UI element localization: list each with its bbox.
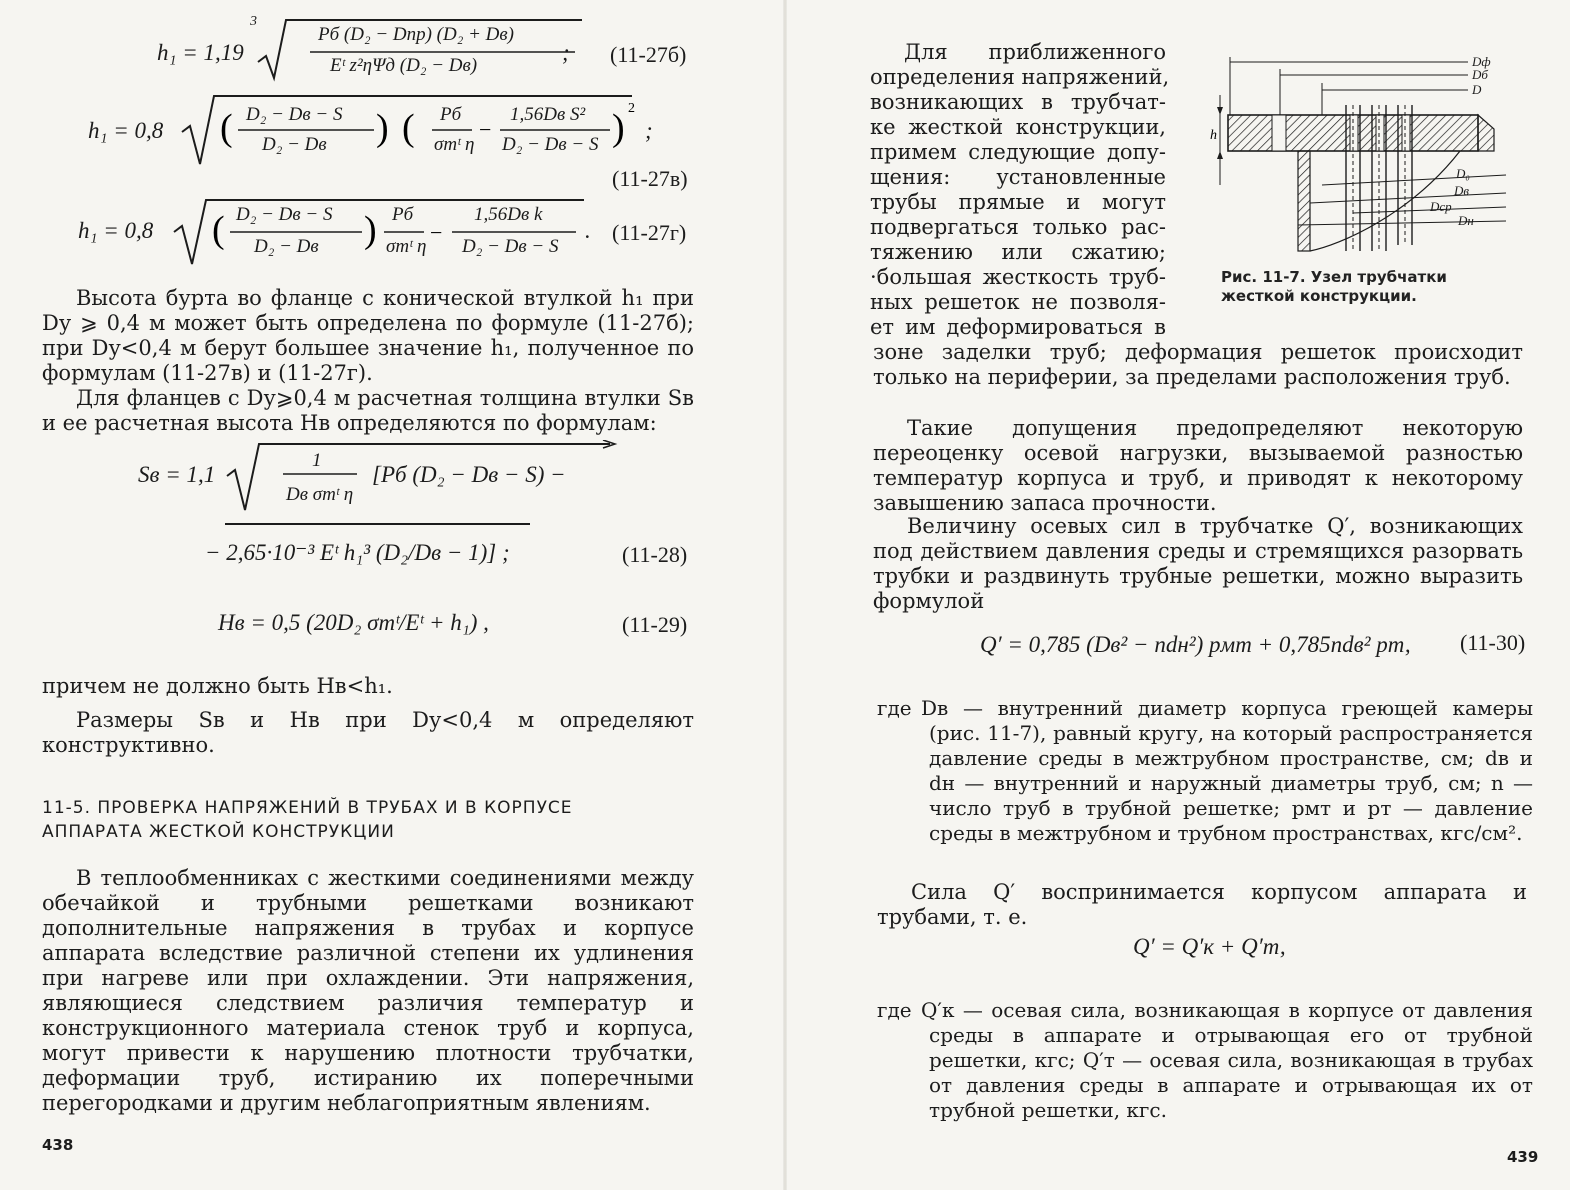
eq-27g-frac1-num: D₂ − Dв − S: [236, 204, 333, 225]
svg-text:−: −: [479, 117, 492, 142]
paragraph-assumptions-narrow: [870, 40, 1170, 340]
eq-27g-period: .: [585, 218, 591, 243]
eq-28-lhs: Sв = 1,1: [138, 462, 216, 487]
eq-27v-frac2-den: σтᵗ η: [434, 134, 475, 155]
paragraph-assumptions-rest: зоне заделки труб; деформация решеток происходит только на периферии, за пределами расположения труб.: [873, 340, 1523, 389]
line-7: подвергаться только рас-: [870, 215, 1166, 239]
line-8: тяжению или сжатию;: [870, 240, 1166, 264]
paragraph-flange-collar: Высота бурта во фланце с конической втулкой h₁ при Dу ⩾ 0,4 м может быть определена по формуле (11-27б); при Dу<0,4 м берут большее значение h₁, полученное по формулам (11-27в) и (11-27г).: [42, 286, 694, 385]
equation-force-sum: Q′ = Q′к + Q′т,: [1133, 934, 1286, 959]
eq-29-number: (11-29): [622, 612, 688, 637]
right-page: [785, 0, 1570, 1190]
page-number-right: 439: [1507, 1148, 1539, 1166]
svg-text:(: (: [402, 107, 415, 149]
line-2: возникающих в трубчат-: [870, 90, 1166, 114]
line-5: щения: установленные: [870, 165, 1166, 189]
svg-text:): ): [376, 107, 389, 149]
where-text-1: Dв — внутренний диаметр корпуса греющей камеры (рис. 11-7), равный кругу, на который распространяется давление среды в межтрубном пространстве, см; dв и dн — внутренний и наружный диаметры труб, см; n — число труб в трубной решетке; pмт и pт — давление среды в межтрубном и трубном пространствах, кгс/см².: [921, 696, 1533, 845]
eq-28-number: (11-28): [622, 542, 688, 567]
equation-11-30: Q′ = 0,785 (Dв² − ndн²) pмт + 0,785ndв² pт,: [980, 632, 1411, 657]
where-text-2: Q′к — осевая сила, возникающая в корпусе от давления среды в аппарате и отрывающая его от трубной решетки, кгс; Q′т — осевая сила, возникающая в трубах от давления среды в аппарате и отрывающая их от трубной решетки, кгс.: [921, 998, 1533, 1122]
eq-27b-lhs: h₁ = 1,19: [157, 40, 244, 65]
line-4: примем следующие допу-: [870, 140, 1166, 164]
definitions-force-sum: [877, 998, 1533, 1123]
fig-label-d0: D₀: [1456, 166, 1470, 181]
fig-label-dsr: Dср: [1430, 199, 1452, 214]
page-number-left: 438: [42, 1136, 74, 1154]
eq-27b-root-index: 3: [250, 14, 257, 29]
fig-label-h: h: [1210, 128, 1217, 143]
figure-caption: Рис. 11-7. Узел трубчатки жесткой конструкции.: [1221, 268, 1447, 305]
eq-27g-number: (11-27г): [612, 220, 687, 245]
svg-text:(: (: [212, 209, 225, 251]
paragraph-condition: причем не должно быть Hв<h₁.: [42, 674, 393, 698]
fig-label-df: Dф: [1472, 54, 1491, 69]
paragraph-axial-forces: Величину осевых сил в трубчатке Q′, возникающих под действием давления среды и стремящихся разорвать трубки и раздвинуть трубные решетки, можно выразить формулой: [873, 514, 1523, 613]
eq-27v-semicolon: ;: [645, 118, 653, 143]
eq-27g-frac2-den: σтᵗ η: [386, 236, 427, 257]
eq-27g-frac2-num: Pб: [392, 204, 414, 225]
svg-text:2: 2: [628, 101, 635, 116]
where-label-2: где: [877, 998, 912, 1022]
line-1: определения напряжений,: [870, 65, 1170, 89]
eq-27v-frac1-den: D₂ − Dв: [262, 134, 327, 155]
svg-text:(: (: [220, 107, 233, 149]
where-label-1: где: [877, 696, 912, 720]
fig-label-d: D: [1472, 82, 1482, 97]
line-9: ·большая жесткость труб-: [870, 265, 1166, 289]
eq-27g-lhs: h₁ = 0,8: [78, 218, 154, 243]
paragraph-sizes: Размеры Sв и Hв при Dу<0,4 м определяют конструктивно.: [42, 708, 694, 757]
equation-11-29: Hв = 0,5 (20D₂ σтᵗ/Eᵗ + h₁) ,: [218, 610, 489, 635]
eq-27v-frac1-num: D₂ − Dв − S: [246, 104, 343, 125]
eq-27g-frac3-num: 1,56Dв k: [474, 204, 543, 225]
svg-text:): ): [612, 107, 625, 149]
eq-27g-frac3-den: D₂ − Dв − S: [462, 236, 559, 257]
paragraph-heat-exchangers: В теплообменниках с жесткими соединениями между обечайкой и трубными решетками возникают дополнительные напряжения в трубах и корпусе аппарата вследствие различной степени их удлинения при нагреве или при охлаждении. Эти напряжения, являющиеся следствием различия температур и конструкционного материала стенок труб и корпуса, могут привести к нарушению плотности трубчатки, деформации труб, истиранию их поперечными перегородками и другим неблагоприятным явлениям.: [42, 866, 694, 1115]
svg-text:−: −: [430, 220, 443, 245]
paragraph-force-split: Сила Q′ воспринимается корпусом аппарата и трубами, т. е.: [877, 880, 1527, 929]
eq-27v-frac3-den: D₂ − Dв − S: [502, 134, 599, 155]
section-heading-line1: 11-5. ПРОВЕРКА НАПРЯЖЕНИЙ В ТРУБАХ И В КОРПУСЕ: [42, 798, 573, 818]
paragraph-overestimate: Такие допущения предопределяют некоторую переоценку осевой нагрузки, вызываемой разностью температур корпуса и труб, и приводят к некоторому завышению запаса прочности.: [873, 416, 1523, 515]
eq-30-number: (11-30): [1460, 630, 1526, 655]
fig-label-db: Dб: [1472, 67, 1488, 82]
eq-27g-frac1-den: D₂ − Dв: [254, 236, 319, 257]
eq-27v-frac2-num: Pб: [440, 104, 462, 125]
figure-tube-bundle-node: [1210, 45, 1530, 260]
eq-27v-frac3-num: 1,56Dв S²: [510, 104, 586, 125]
eq-27b-denominator: Eᵗ z²ηΨд (D₂ − Dв): [330, 55, 478, 76]
eq-27b-numerator: Pб (D₂ − Dпр) (D₂ + Dв): [318, 24, 514, 45]
eq-28-frac-num: 1: [312, 450, 322, 471]
section-heading-line2: АППАРАТА ЖЕСТКОЙ КОНСТРУКЦИИ: [42, 822, 395, 842]
definitions-eq-11-30: [877, 696, 1533, 846]
eq-28-part2: − 2,65·10⁻³ Eᵗ h₁³ (D₂/Dв − 1)] ;: [205, 540, 510, 565]
paragraph-sleeve-thickness: Для фланцев с Dу⩾0,4 м расчетная толщина втулки Sв и ее расчетная высота Hв определяются по формулам:: [42, 386, 694, 435]
eq-27v-lhs: h₁ = 0,8: [88, 118, 164, 143]
line-0: Для приближенного: [904, 40, 1166, 64]
eq-27v-number: (11-27в): [612, 166, 688, 191]
eq-28-part1: [Pб (D₂ − Dв − S) −: [372, 462, 566, 487]
line-6: трубы прямые и могут: [870, 190, 1166, 214]
fig-label-dv: Dв: [1454, 183, 1470, 198]
eq-27b-tail: ;: [562, 40, 570, 65]
line-3: ке жесткой конструкции,: [870, 115, 1166, 139]
eq-28-frac-den: Dв σтᵗ η: [286, 484, 354, 505]
svg-text:): ): [364, 209, 377, 251]
eq-27b-number: (11-27б): [610, 42, 687, 67]
line-10: ных решеток не позволя-: [870, 290, 1166, 314]
line-11: ет им деформироваться в: [870, 315, 1166, 339]
fig-label-dn: Dн: [1458, 213, 1474, 228]
